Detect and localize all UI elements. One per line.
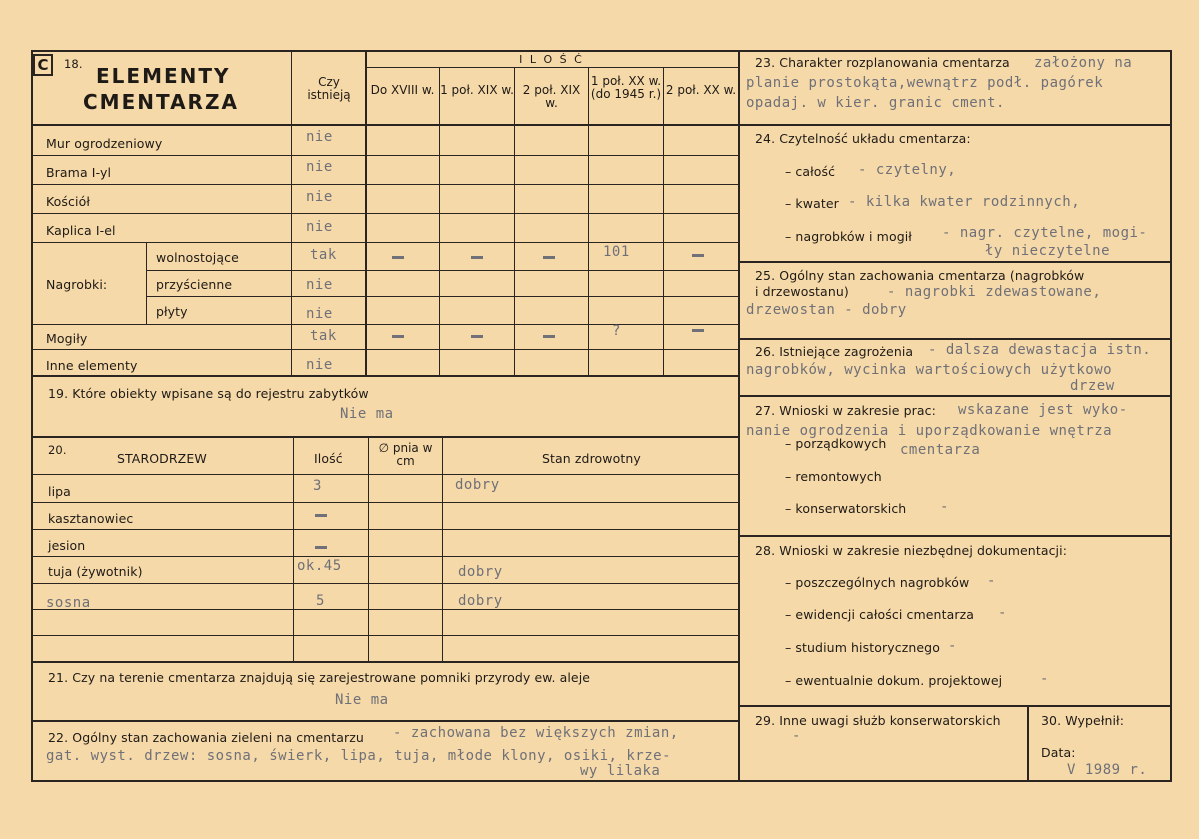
nagrobki-label: Nagrobki: <box>46 277 108 292</box>
exists-przyscienne: nie <box>306 277 333 293</box>
q25-answer-line1: - nagrobki zdewastowane, <box>887 284 1102 300</box>
q22-answer-line1: - zachowana bez większych zmian, <box>393 725 679 741</box>
tree-health-sosna: dobry <box>458 593 503 609</box>
q19-answer: Nie ma <box>340 406 394 422</box>
col-line-q3 <box>514 67 515 376</box>
section-title-line1: ELEMENTY <box>96 64 231 88</box>
frame-top <box>31 50 1172 52</box>
tree-col-diam-header: ∅ pnia w cm <box>378 441 433 468</box>
dash-mark <box>543 256 555 259</box>
section-number: 18. <box>64 57 83 71</box>
q26-label: 26. Istniejące zagrożenia <box>755 344 914 359</box>
frame-left <box>31 50 33 782</box>
dash-mark <box>315 514 327 517</box>
right-divider-30 <box>1027 705 1029 782</box>
q20-number: 20. <box>48 443 67 457</box>
row-label-mogily: Mogiły <box>46 331 88 346</box>
q22-answer-line3: wy lilaka <box>580 763 661 779</box>
q30-date: V 1989 r. <box>1067 762 1148 778</box>
tree-col-health-header: Stan zdrowotny <box>542 451 641 466</box>
q27-answer-line3: cmentarza <box>900 442 981 458</box>
header-bottom-line <box>31 124 738 126</box>
row-label-kosciol: Kościół <box>46 194 90 209</box>
row-label-inne: Inne elementy <box>46 358 138 373</box>
exists-inne: nie <box>306 357 333 373</box>
q27-label: 27. Wnioski w zakresie prac: <box>755 403 936 418</box>
tree-qty-tuja: ok.45 <box>297 558 342 574</box>
tree-name-jesion: jesion <box>48 538 86 553</box>
tree-name-lipa: lipa <box>48 484 71 499</box>
tree-name-tuja: tuja (żywotnik) <box>48 564 143 579</box>
tree-col-diam <box>368 436 369 661</box>
q28-label: 28. Wnioski w zakresie niezbędnej dokumentacji: <box>755 543 1068 558</box>
tree-row-line <box>31 556 738 557</box>
tree-col-health <box>442 436 443 661</box>
tree-row-line <box>31 529 738 530</box>
dash-mark <box>471 256 483 259</box>
q28-item-ewidencji: – ewidencji całości cmentarza <box>785 607 974 622</box>
q28-item-studium: – studium historycznego <box>785 640 940 655</box>
col-line-q5 <box>663 67 664 376</box>
qty-wolnostojace-xx: 101 <box>603 244 630 260</box>
q23-label: 23. Charakter rozplanowania cmentarza <box>755 55 1010 70</box>
frame-bottom <box>31 780 1172 782</box>
col-header-exists: Czy istnieją <box>307 75 351 102</box>
q21-label: 21. Czy na terenie cmentarza znajdują się zarejestrowane pomniki przyrody ew. aleje <box>48 670 591 685</box>
nagrobki-divider <box>146 242 147 324</box>
q22-answer-line2: gat. wyst. drzew: sosna, świerk, lipa, tuja, młode klony, osiki, krze- <box>46 748 672 764</box>
row-line <box>31 155 738 156</box>
q22-label: 22. Ogólny stan zachowania zieleni na cmentarzu <box>48 730 364 745</box>
q27-answer-line1: wskazane jest wyko- <box>958 402 1128 418</box>
dash-mark <box>692 329 704 332</box>
row-line <box>31 661 738 663</box>
q23-answer-line2: planie prostokąta,wewnątrz podł. pagórek <box>746 75 1104 91</box>
q26-answer-line2: nagrobków, wycinka wartościowych użytkowo <box>746 362 1113 378</box>
q20-title: STARODRZEW <box>117 451 207 466</box>
dash-mark <box>543 335 555 338</box>
q24-label: 24. Czytelność układu cmentarza: <box>755 131 971 146</box>
tree-name-kasztanowiec: kasztanowiec <box>48 511 134 526</box>
dash-mark <box>392 256 404 259</box>
exists-kosciol: nie <box>306 189 333 205</box>
tree-health-lipa: dobry <box>455 477 500 493</box>
tree-row-line <box>31 502 738 503</box>
tree-health-tuja: dobry <box>458 564 503 580</box>
col-header-quantity: I L O Ś Ć <box>519 53 584 66</box>
col-line-q4 <box>588 67 589 376</box>
q21-answer: Nie ma <box>335 692 389 708</box>
q23-answer-line1: założony na <box>1034 55 1133 71</box>
dash-mark <box>471 335 483 338</box>
col-line-q2 <box>439 67 440 376</box>
q28-answer-ewidencji: - <box>998 605 1007 621</box>
q24-answer-calosc: - czytelny, <box>858 162 957 178</box>
section-title-line2: CMENTARZA <box>83 90 239 114</box>
row-line <box>31 436 738 438</box>
q26-answer-line1: - dalsza dewastacja istn. <box>928 342 1152 358</box>
row-label-przyscienne: przyścienne <box>156 277 233 292</box>
corner-letter: C <box>37 56 49 74</box>
tree-name-sosna: sosna <box>46 595 91 611</box>
q28-answer-projektowej: - <box>1040 671 1049 687</box>
q25-label-line1: 25. Ogólny stan zachowania cmentarza (nagrobków <box>755 268 1085 283</box>
q28-item-projektowej: – ewentualnie dokum. projektowej <box>785 673 1003 688</box>
right-line <box>738 535 1172 537</box>
row-line <box>31 720 738 722</box>
exists-kaplica: nie <box>306 219 333 235</box>
row-line <box>31 324 738 325</box>
dash-mark <box>392 335 404 338</box>
tree-qty-sosna: 5 <box>316 593 325 609</box>
q28-answer-nagrobkow: - <box>987 573 996 589</box>
row-label-brama: Brama I-yl <box>46 165 112 180</box>
tree-row-line <box>31 474 738 475</box>
exists-wolnostojace: tak <box>310 247 337 263</box>
tree-row-line <box>31 635 738 636</box>
q24-item-kwater: – kwater <box>785 196 839 211</box>
frame-middle <box>738 50 740 782</box>
tree-col-qty <box>293 436 294 661</box>
q25-label-line2: i drzewostanu) <box>755 284 849 299</box>
row-line <box>31 349 738 350</box>
exists-brama: nie <box>306 159 333 175</box>
dash-mark <box>315 546 327 549</box>
row-line <box>146 296 738 297</box>
row-line <box>31 184 738 185</box>
dash-mark <box>692 254 704 257</box>
tree-row-line <box>31 609 738 610</box>
tree-col-qty-header: Ilość <box>314 451 343 466</box>
q28-answer-studium: - <box>948 638 957 654</box>
right-line <box>738 124 1172 126</box>
q27-item-konserwatorskich: – konserwatorskich <box>785 501 907 516</box>
frame-right <box>1170 50 1172 782</box>
q28-item-nagrobkow: – poszczególnych nagrobków <box>785 575 970 590</box>
row-line <box>31 213 738 214</box>
row-label-mur: Mur ogrodzeniowy <box>46 136 163 151</box>
q30-label: 30. Wypełnił: <box>1041 713 1125 728</box>
q19-label: 19. Które obiekty wpisane są do rejestru zabytków <box>48 386 369 401</box>
right-line <box>738 395 1172 397</box>
row-line <box>31 375 738 377</box>
tree-row-line <box>31 583 738 584</box>
q29-answer: - <box>792 728 801 744</box>
tree-qty-lipa: 3 <box>313 478 322 494</box>
q26-answer-line3: drzew <box>1070 378 1115 394</box>
q24-answer-kwater: - kilka kwater rodzinnych, <box>848 194 1081 210</box>
col-header-period-5: 2 poł. XX w. <box>665 83 737 97</box>
q27-item-remontowych: – remontowych <box>785 469 882 484</box>
q27-answer-line2: nanie ogrodzenia i uporządkowanie wnętrza <box>746 423 1113 439</box>
right-line <box>738 338 1172 340</box>
q27-item-porzadkowych: – porządkowych <box>785 436 887 451</box>
q25-answer-line2: drzewostan - dobry <box>746 302 907 318</box>
q24-answer-nagrobkow: - nagr. czytelne, mogi- <box>942 225 1148 241</box>
col-header-period-1: Do XVIII w. <box>370 83 435 97</box>
col-header-period-3: 2 poł. XIX w. <box>522 83 581 110</box>
exists-plyty: nie <box>306 306 333 322</box>
right-line <box>738 705 1172 707</box>
q29-label: 29. Inne uwagi służb konserwatorskich <box>755 713 1001 728</box>
exists-mur: nie <box>306 129 333 145</box>
row-label-kaplica: Kaplica I-el <box>46 223 116 238</box>
exists-mogily: tak <box>310 328 337 344</box>
col-header-period-4: 1 poł. XX w. (do 1945 r.) <box>590 74 662 101</box>
row-line <box>31 242 738 243</box>
corner-box <box>33 54 53 76</box>
q27-answer-konserwatorskich: - <box>940 499 949 515</box>
q24-item-calosc: – całość <box>785 164 836 179</box>
q23-answer-line3: opadaj. w kier. granic cment. <box>746 95 1005 111</box>
col-header-period-2: 1 poł. XIX w. <box>440 83 514 97</box>
q24-item-nagrobkow: – nagrobków i mogił <box>785 229 912 244</box>
q24-answer-nagrobkow-2: ły nieczytelne <box>985 243 1111 259</box>
right-line <box>738 261 1172 263</box>
row-label-wolnostojace: wolnostojące <box>156 250 239 265</box>
row-label-plyty: płyty <box>156 304 188 319</box>
qty-header-line <box>365 67 738 68</box>
q30-date-label: Data: <box>1041 745 1076 760</box>
row-line <box>146 270 738 271</box>
qty-mogily-xx: ? <box>612 323 621 339</box>
